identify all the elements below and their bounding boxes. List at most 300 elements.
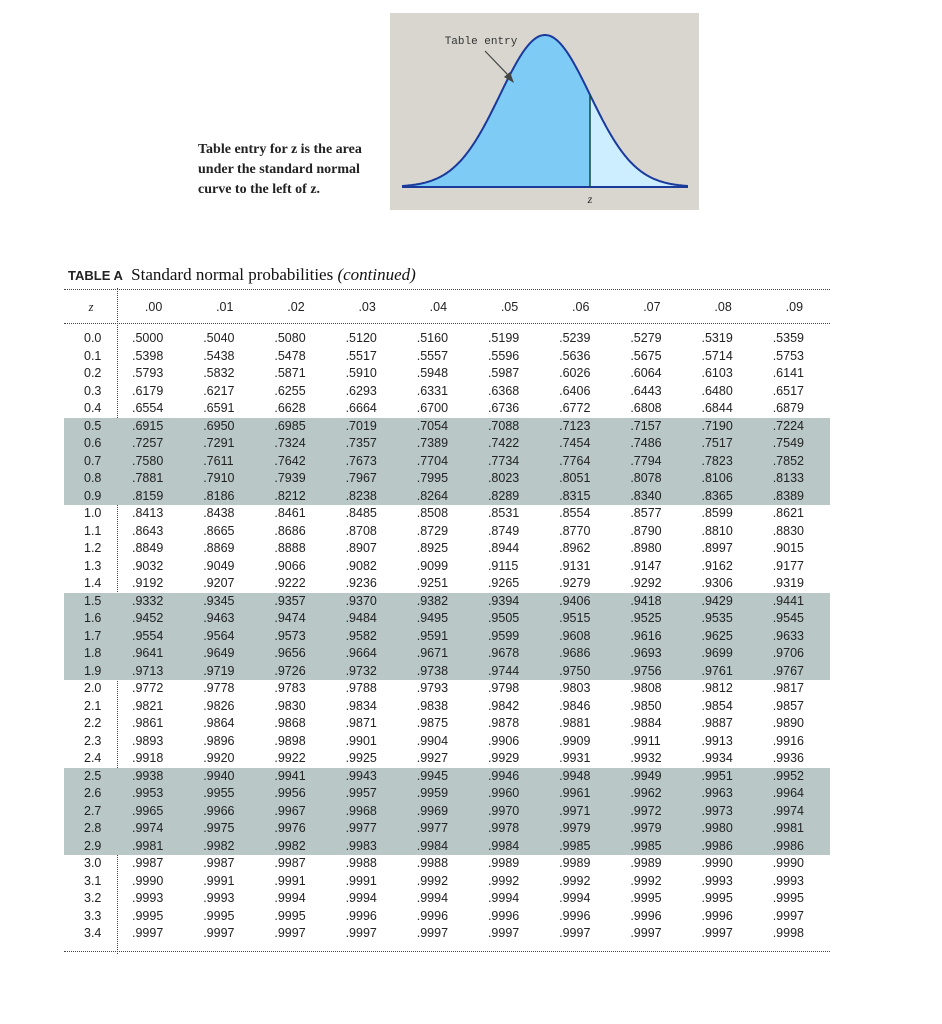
probability-cell: .8531 <box>487 506 520 521</box>
z-header: z <box>88 299 94 314</box>
column-header: .06 <box>572 300 590 314</box>
table-row <box>64 435 830 453</box>
probability-cell: .5359 <box>772 331 804 346</box>
probability-cell: .9964 <box>759 785 830 803</box>
probability-cell: .8907 <box>345 541 377 556</box>
probability-cell: .8810 <box>701 523 733 538</box>
probability-cell: .8365 <box>688 488 759 506</box>
table-row <box>64 558 830 576</box>
probability-cell: .9996 <box>416 908 449 923</box>
probability-cell: .7673 <box>332 453 403 471</box>
table-row <box>64 890 830 908</box>
probability-cell: .5000 <box>132 331 164 346</box>
probability-cell: .8106 <box>688 470 759 488</box>
z-value: 1.0 <box>84 506 102 521</box>
probability-cell: .9192 <box>132 576 164 591</box>
probability-cell: .9994 <box>345 891 377 906</box>
table-row <box>64 453 830 471</box>
probability-cell: .9996 <box>630 908 662 923</box>
probability-cell: .7995 <box>403 470 474 488</box>
probability-cell: .6664 <box>345 401 377 416</box>
probability-cell: .9996 <box>345 908 377 923</box>
probability-cell: .9993 <box>203 891 235 906</box>
probability-cell: .9265 <box>487 576 520 591</box>
probability-cell: .9793 <box>416 681 449 696</box>
probability-cell: .9997 <box>274 926 306 941</box>
probability-cell: .9906 <box>487 733 520 748</box>
z-value: 0.5 <box>64 418 118 436</box>
probability-cell: .7764 <box>545 453 616 471</box>
probability-cell: .9972 <box>616 803 687 821</box>
z-value: 1.3 <box>84 558 102 573</box>
probability-cell: .9929 <box>487 751 520 766</box>
probability-cell: .9997 <box>701 926 733 941</box>
probability-cell: .9591 <box>403 628 474 646</box>
probability-cell: .9990 <box>132 873 164 888</box>
probability-cell: .9971 <box>545 803 616 821</box>
probability-cell: .9925 <box>345 751 377 766</box>
probability-cell: .9115 <box>487 558 519 573</box>
table-row <box>64 575 830 593</box>
probability-cell: .8708 <box>345 523 377 538</box>
probability-cell: .9989 <box>559 856 591 871</box>
probability-cell: .5478 <box>274 348 306 363</box>
z-value: 2.0 <box>84 681 102 696</box>
z-value: 3.3 <box>84 908 102 923</box>
probability-cell: .9898 <box>274 733 306 748</box>
probability-cell: .9332 <box>118 593 189 611</box>
probability-cell: .8749 <box>487 523 520 538</box>
probability-cell: .9772 <box>132 681 164 696</box>
probability-cell: .9406 <box>545 593 616 611</box>
probability-cell: .5596 <box>487 348 520 363</box>
probability-cell: .9901 <box>345 733 377 748</box>
table-row <box>64 488 830 506</box>
probability-cell: .7734 <box>474 453 545 471</box>
probability-cell: .9992 <box>630 873 662 888</box>
probability-cell: .9881 <box>559 716 591 731</box>
table-row <box>64 855 830 873</box>
probability-cell: .9976 <box>260 820 331 838</box>
probability-cell: .8888 <box>274 541 306 556</box>
probability-cell: .9968 <box>332 803 403 821</box>
probability-cell: .9996 <box>701 908 733 923</box>
probability-cell: .9884 <box>630 716 662 731</box>
probability-cell: .5948 <box>416 366 449 381</box>
probability-cell: .8389 <box>759 488 830 506</box>
probability-cell: .9994 <box>416 891 449 906</box>
probability-cell: .9978 <box>474 820 545 838</box>
probability-cell: .8461 <box>274 506 306 521</box>
probability-cell: .8264 <box>403 488 474 506</box>
table-row <box>64 505 830 523</box>
probability-cell: .9767 <box>759 663 830 681</box>
probability-cell: .7357 <box>332 435 403 453</box>
probability-cell: .9987 <box>203 856 235 871</box>
probability-cell: .9943 <box>332 768 403 786</box>
probability-cell: .9995 <box>772 891 804 906</box>
probability-cell: .9418 <box>616 593 687 611</box>
probability-cell: .9279 <box>559 576 591 591</box>
table-row <box>64 645 830 663</box>
probability-cell: .6293 <box>345 383 377 398</box>
z-value: 2.8 <box>64 820 118 838</box>
probability-cell: .7422 <box>474 435 545 453</box>
probability-cell: .8051 <box>545 470 616 488</box>
probability-cell: .9744 <box>474 663 545 681</box>
probability-cell: .8925 <box>416 541 449 556</box>
probability-cell: .7291 <box>189 435 260 453</box>
probability-cell: .9641 <box>118 645 189 663</box>
table-row <box>64 715 830 733</box>
probability-cell: .9049 <box>203 558 235 573</box>
probability-cell: .8577 <box>630 506 662 521</box>
probability-cell: .9982 <box>260 838 331 856</box>
probability-cell: .6406 <box>559 383 591 398</box>
table-row <box>64 540 830 558</box>
probability-cell: .9345 <box>189 593 260 611</box>
probability-cell: .9916 <box>772 733 804 748</box>
probability-cell: .9955 <box>189 785 260 803</box>
probability-cell: .5398 <box>132 348 164 363</box>
probability-cell: .9761 <box>688 663 759 681</box>
z-value: 2.3 <box>84 733 102 748</box>
probability-cell: .7549 <box>759 435 830 453</box>
z-value: 2.4 <box>84 751 102 766</box>
probability-cell: .6103 <box>701 366 733 381</box>
z-value: 0.1 <box>84 348 102 363</box>
probability-cell: .9251 <box>416 576 449 591</box>
probability-cell: .9997 <box>345 926 377 941</box>
z-value: 1.1 <box>84 523 102 538</box>
probability-cell: .7324 <box>260 435 331 453</box>
probability-cell: .9991 <box>274 873 306 888</box>
z-value: 2.9 <box>64 838 118 856</box>
probability-cell: .9938 <box>118 768 189 786</box>
table-row <box>64 663 830 681</box>
probability-cell: .7123 <box>545 418 616 436</box>
normal-curve-figure <box>390 13 699 210</box>
probability-cell: .6844 <box>701 401 733 416</box>
probability-cell: .9887 <box>701 716 733 731</box>
column-header: .07 <box>643 300 661 314</box>
probability-cell: .9946 <box>474 768 545 786</box>
z-value: 1.5 <box>64 593 118 611</box>
probability-cell: .9608 <box>545 628 616 646</box>
probability-cell: .5040 <box>203 331 235 346</box>
probability-cell: .9599 <box>474 628 545 646</box>
probability-cell: .5199 <box>487 331 520 346</box>
probability-cell: .9713 <box>118 663 189 681</box>
probability-cell: .9656 <box>260 645 331 663</box>
probability-cell: .9515 <box>545 610 616 628</box>
probability-cell: .9913 <box>701 733 733 748</box>
probability-cell: .9686 <box>545 645 616 663</box>
probability-cell: .9922 <box>274 751 306 766</box>
probability-cell: .6700 <box>416 401 449 416</box>
probability-cell: .6736 <box>487 401 520 416</box>
probability-cell: .9997 <box>416 926 449 941</box>
table-row <box>64 750 830 768</box>
probability-cell: .9830 <box>274 698 306 713</box>
probability-cell: .8980 <box>630 541 662 556</box>
probability-cell: .8078 <box>616 470 687 488</box>
probability-cell: .7852 <box>759 453 830 471</box>
probability-cell: .9545 <box>759 610 830 628</box>
table-row <box>64 330 830 348</box>
probability-cell: .8508 <box>416 506 449 521</box>
probability-cell: .9861 <box>132 716 164 731</box>
z-value: 0.8 <box>64 470 118 488</box>
probability-cell: .9986 <box>688 838 759 856</box>
probability-cell: .8643 <box>132 523 164 538</box>
probability-cell: .9985 <box>616 838 687 856</box>
probability-cell: .9997 <box>559 926 591 941</box>
z-value: 1.7 <box>64 628 118 646</box>
probability-cell: .9788 <box>345 681 377 696</box>
probability-cell: .5832 <box>203 366 235 381</box>
probability-cell: .9997 <box>487 926 520 941</box>
probability-cell: .9982 <box>189 838 260 856</box>
probability-cell: .9756 <box>616 663 687 681</box>
probability-cell: .9846 <box>559 698 591 713</box>
probability-cell: .9967 <box>260 803 331 821</box>
probability-cell: .9990 <box>701 856 733 871</box>
header-row <box>64 292 830 322</box>
probability-cell: .9995 <box>203 908 235 923</box>
probability-cell: .9633 <box>759 628 830 646</box>
probability-cell: .9995 <box>274 908 306 923</box>
probability-cell: .9812 <box>701 681 733 696</box>
z-table <box>64 292 830 943</box>
probability-cell: .7389 <box>403 435 474 453</box>
probability-cell: .5319 <box>701 331 733 346</box>
probability-cell: .9979 <box>545 820 616 838</box>
probability-cell: .8962 <box>559 541 591 556</box>
probability-cell: .9980 <box>688 820 759 838</box>
probability-cell: .9962 <box>616 785 687 803</box>
figure-caption: Table entry for z is the area under the standard normal curve to the left of z. <box>198 142 362 197</box>
probability-cell: .9931 <box>559 751 591 766</box>
probability-cell: .7019 <box>332 418 403 436</box>
probability-cell: .9961 <box>545 785 616 803</box>
probability-cell: .9032 <box>132 558 164 573</box>
probability-cell: .9505 <box>474 610 545 628</box>
probability-cell: .9940 <box>189 768 260 786</box>
probability-cell: .9959 <box>403 785 474 803</box>
table-name: Standard normal probabilities <box>131 265 334 284</box>
table-title <box>68 265 416 285</box>
probability-cell: .9236 <box>345 576 377 591</box>
z-axis-label: z <box>587 192 593 206</box>
probability-cell: .8315 <box>545 488 616 506</box>
probability-cell: .8849 <box>132 541 164 556</box>
probability-cell: .9983 <box>332 838 403 856</box>
probability-cell: .7967 <box>332 470 403 488</box>
table-row <box>64 365 830 383</box>
probability-cell: .9357 <box>260 593 331 611</box>
probability-cell: .8554 <box>559 506 591 521</box>
probability-cell: .6141 <box>772 366 804 381</box>
probability-cell: .9429 <box>688 593 759 611</box>
probability-cell: .6368 <box>487 383 520 398</box>
probability-cell: .5279 <box>630 331 662 346</box>
table-row <box>64 838 830 856</box>
probability-cell: .9997 <box>772 908 804 923</box>
z-value: 0.0 <box>84 331 102 346</box>
probability-cell: .9957 <box>332 785 403 803</box>
probability-cell: .9994 <box>274 891 306 906</box>
probability-cell: .9945 <box>403 768 474 786</box>
probability-cell: .9973 <box>688 803 759 821</box>
probability-cell: .8238 <box>332 488 403 506</box>
probability-cell: .9949 <box>616 768 687 786</box>
z-value: 0.4 <box>84 401 102 416</box>
probability-cell: .7881 <box>118 470 189 488</box>
probability-cell: .7224 <box>759 418 830 436</box>
probability-cell: .6517 <box>772 383 804 398</box>
probability-cell: .6217 <box>203 383 235 398</box>
z-value: 2.1 <box>84 698 102 713</box>
table-entry-label: Table entry <box>444 36 518 48</box>
probability-cell: .5557 <box>416 348 449 363</box>
probability-cell: .9564 <box>189 628 260 646</box>
probability-cell: .7580 <box>118 453 189 471</box>
probability-cell: .6480 <box>701 383 733 398</box>
z-value: 1.2 <box>84 541 102 556</box>
probability-cell: .9732 <box>332 663 403 681</box>
probability-cell: .9382 <box>403 593 474 611</box>
probability-cell: .7611 <box>189 453 260 471</box>
z-value: 0.3 <box>84 383 102 398</box>
probability-cell: .8729 <box>416 523 449 538</box>
probability-cell: .9783 <box>274 681 306 696</box>
probability-cell: .9495 <box>403 610 474 628</box>
probability-cell: .8944 <box>487 541 520 556</box>
probability-cell: .8438 <box>203 506 235 521</box>
bottom-rule <box>64 951 830 952</box>
probability-cell: .5517 <box>345 348 377 363</box>
probability-cell: .9535 <box>688 610 759 628</box>
probability-cell: .9953 <box>118 785 189 803</box>
probability-cell: .9992 <box>487 873 520 888</box>
table-row <box>64 698 830 716</box>
z-value: 0.9 <box>64 488 118 506</box>
z-value: 2.6 <box>64 785 118 803</box>
probability-cell: .5987 <box>487 366 520 381</box>
probability-cell: .9177 <box>772 558 804 573</box>
probability-cell: .9969 <box>403 803 474 821</box>
probability-cell: .9904 <box>416 733 449 748</box>
probability-cell: .5793 <box>132 366 164 381</box>
probability-cell: .9998 <box>772 926 804 941</box>
probability-cell: .9875 <box>416 716 449 731</box>
table-row <box>64 908 830 926</box>
probability-cell: .7054 <box>403 418 474 436</box>
probability-cell: .9975 <box>189 820 260 838</box>
probability-cell: .9995 <box>630 891 662 906</box>
probability-cell: .9826 <box>203 698 235 713</box>
probability-cell: .9554 <box>118 628 189 646</box>
probability-cell: .9989 <box>630 856 662 871</box>
probability-cell: .9981 <box>759 820 830 838</box>
probability-cell: .9920 <box>203 751 235 766</box>
probability-cell: .9147 <box>630 558 662 573</box>
table-row <box>64 383 830 401</box>
probability-cell: .9985 <box>545 838 616 856</box>
probability-cell: .9970 <box>474 803 545 821</box>
probability-cell: .9649 <box>189 645 260 663</box>
probability-cell: .9994 <box>487 891 520 906</box>
table-row <box>64 400 830 418</box>
probability-cell: .9893 <box>132 733 164 748</box>
probability-cell: .9868 <box>274 716 306 731</box>
probability-cell: .9370 <box>332 593 403 611</box>
probability-cell: .7190 <box>688 418 759 436</box>
probability-cell: .9803 <box>559 681 591 696</box>
column-header: .03 <box>358 300 376 314</box>
probability-cell: .9992 <box>559 873 591 888</box>
table-row <box>64 873 830 891</box>
z-value: 3.0 <box>84 856 102 871</box>
probability-cell: .7157 <box>616 418 687 436</box>
probability-cell: .9890 <box>772 716 804 731</box>
probability-cell: .9974 <box>118 820 189 838</box>
probability-cell: .9871 <box>345 716 377 731</box>
probability-cell: .9988 <box>416 856 449 871</box>
probability-cell: .5120 <box>345 331 377 346</box>
table-row <box>64 803 830 821</box>
probability-cell: .7454 <box>545 435 616 453</box>
z-value: 0.7 <box>64 453 118 471</box>
probability-cell: .9911 <box>630 733 661 748</box>
column-header: .08 <box>714 300 732 314</box>
probability-cell: .5910 <box>345 366 377 381</box>
probability-cell: .8770 <box>559 523 591 538</box>
probability-cell: .8413 <box>132 506 164 521</box>
probability-cell: .9671 <box>403 645 474 663</box>
probability-cell: .9834 <box>345 698 377 713</box>
table-label: TABLE A <box>68 268 123 283</box>
probability-cell: .7257 <box>118 435 189 453</box>
probability-cell: .9952 <box>759 768 830 786</box>
probability-cell: .9991 <box>345 873 377 888</box>
z-value: 0.2 <box>84 366 102 381</box>
probability-cell: .9993 <box>132 891 164 906</box>
probability-cell: .9979 <box>616 820 687 838</box>
probability-cell: .9082 <box>345 558 377 573</box>
probability-cell: .5239 <box>559 331 591 346</box>
spacer-row <box>64 322 830 330</box>
probability-cell: .9960 <box>474 785 545 803</box>
probability-cell: .9984 <box>403 838 474 856</box>
probability-cell: .8485 <box>345 506 377 521</box>
probability-cell: .9306 <box>701 576 733 591</box>
probability-cell: .8790 <box>630 523 662 538</box>
z-value: 1.4 <box>84 576 102 591</box>
probability-cell: .9987 <box>274 856 306 871</box>
z-value: 2.2 <box>84 716 102 731</box>
probability-cell: .9994 <box>559 891 591 906</box>
probability-cell: .6628 <box>274 401 306 416</box>
probability-cell: .9525 <box>616 610 687 628</box>
probability-cell: .9997 <box>630 926 662 941</box>
probability-cell: .9857 <box>772 698 804 713</box>
table-row <box>64 628 830 646</box>
probability-cell: .9484 <box>332 610 403 628</box>
table-row <box>64 820 830 838</box>
probability-cell: .9842 <box>487 698 520 713</box>
